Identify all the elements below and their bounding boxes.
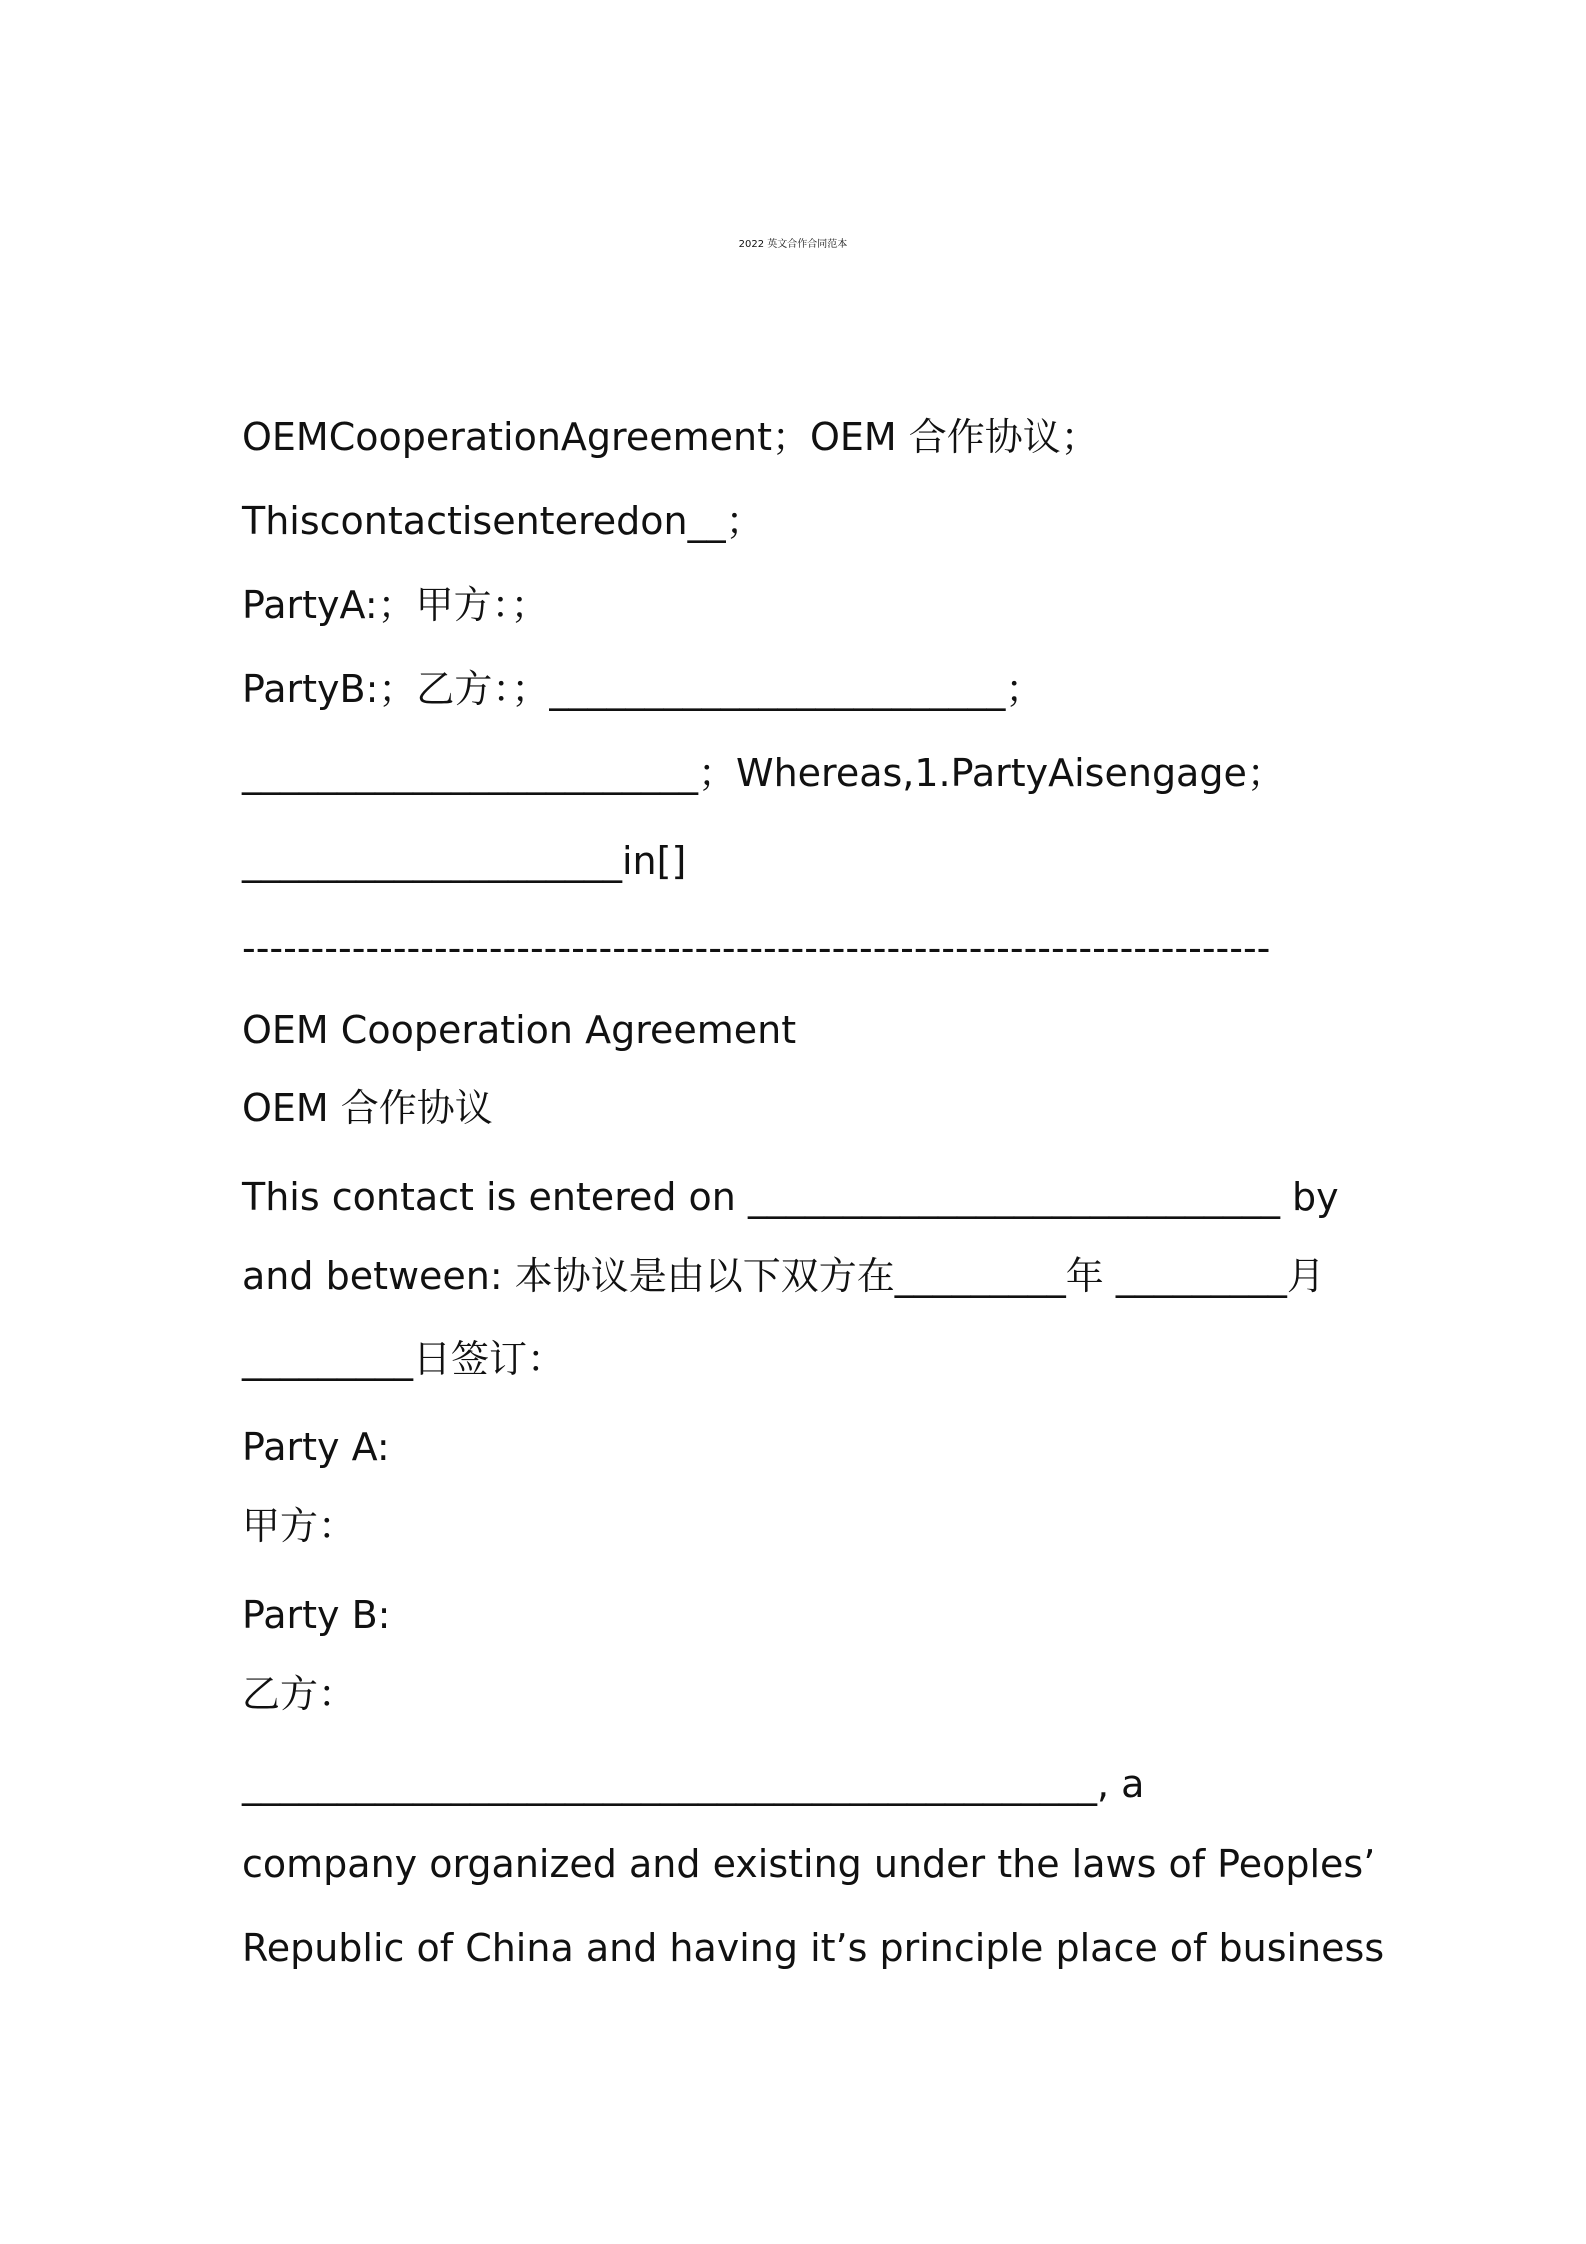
text-line: This contact is entered on ____________________________ by: [242, 1175, 1339, 1219]
party-a-label: Party A:: [242, 1425, 390, 1469]
document-title: 2022 英文合作合同范本: [738, 239, 848, 250]
separator-line: ---------------------------------------------------------------------------: [242, 926, 1271, 970]
section-heading: OEM 合作协议: [242, 1086, 493, 1130]
party-b-label: Party B:: [242, 1593, 391, 1637]
text-line: and between: 本协议是由以下双方在_________年 _________月: [242, 1254, 1325, 1298]
section-heading: OEM Cooperation Agreement: [242, 1008, 797, 1052]
text-line: Thiscontactisenteredon__；: [242, 499, 764, 543]
text-line: _________日签订：: [242, 1337, 566, 1381]
text-line: ________________________；Whereas,1.PartyAisengage；: [242, 751, 1285, 795]
text-line: Republic of China and having it’s principle place of business: [242, 1926, 1385, 1970]
party-b-label-zh: 乙方：: [242, 1672, 357, 1716]
text-line: PartyB:；乙方：；________________________；: [242, 667, 1044, 711]
text-line: OEMCooperationAgreement；OEM 合作协议；: [242, 415, 1099, 459]
text-line: company organized and existing under the laws of Peoples’: [242, 1842, 1376, 1886]
party-a-label-zh: 甲方：: [242, 1504, 357, 1548]
text-line: _____________________________________________, a: [242, 1762, 1145, 1806]
text-line: ____________________in[]: [242, 839, 687, 883]
text-line: PartyA:；甲方：；: [242, 583, 549, 627]
